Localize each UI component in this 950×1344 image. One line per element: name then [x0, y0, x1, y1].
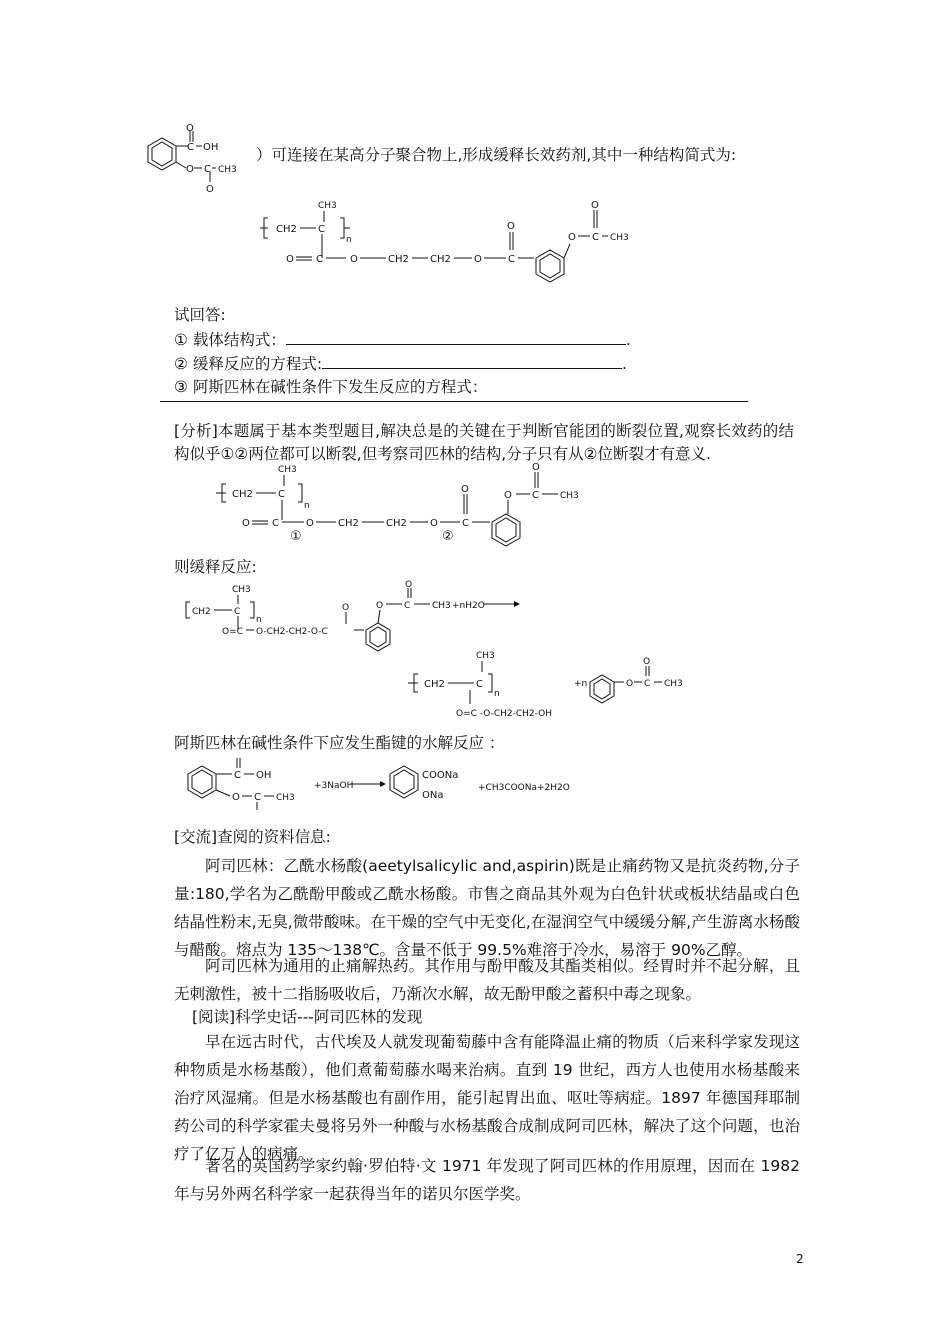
alkaline-label: 阿斯匹林在碱性条件下应发生酯键的水解反应 ：	[174, 734, 505, 752]
asp-oh: OH	[203, 142, 219, 153]
svg-text:O: O	[242, 518, 250, 529]
exchange-para-1: 阿司匹林：乙酰水杨酸(aeetylsalicylic and,aspirin)既是止痛药物又是抗炎药物,分子量:180,学名为乙酰酚甲酸或乙酰水杨酸。市售之商品其外观为白色针状或板状结晶或白色结晶性粉末,无臭,微带酸味。在干燥的空气中无变化,在湿润空气中缓缓分解,产生游离水杨酸与醋酸。熔点为 135～138℃。含量不低于 99.5%难溶于冷水，易溶于 90%乙醇。	[174, 857, 800, 959]
svg-text:CH2: CH2	[338, 518, 359, 529]
product-2-prefix: +n	[574, 679, 588, 689]
svg-text:CH3: CH3	[278, 465, 297, 475]
intro-text: ）可连接在某高分子聚合物上,形成缓释长效药剂,其中一种结构简式为:	[256, 146, 737, 164]
product-coona: COONa	[422, 770, 459, 781]
svg-text:CH3: CH3	[560, 491, 579, 501]
aspirin-structure-top	[140, 122, 250, 197]
svg-text:O: O	[504, 490, 512, 501]
poly1-o3: O	[474, 254, 482, 265]
poly1-ch3b: CH3	[610, 233, 629, 243]
poly1-o2: O	[350, 254, 358, 265]
svg-text:C: C	[644, 679, 651, 689]
page-number: 2	[796, 1252, 804, 1266]
svg-text:O: O	[626, 679, 634, 689]
release-products	[404, 646, 694, 726]
svg-text:CH3: CH3	[664, 679, 683, 689]
alkaline-reagent: +3NaOH	[314, 781, 354, 791]
question-1-label: ① 载体结构式：	[174, 331, 286, 349]
alkaline-reaction	[182, 756, 602, 816]
asp-o-ester: O	[186, 164, 194, 175]
question-1-blank[interactable]	[286, 328, 626, 345]
svg-text:CH3: CH3	[476, 651, 495, 661]
poly1-n: n	[346, 235, 352, 245]
svg-text:n: n	[256, 615, 262, 625]
poly1-ch2a: CH2	[388, 254, 409, 265]
svg-text:CH2: CH2	[424, 679, 445, 690]
poly1-c2: C	[316, 254, 323, 265]
svg-text:C: C	[234, 607, 241, 617]
svg-text:O: O	[376, 601, 384, 611]
poly1-o1: O	[286, 254, 294, 265]
svg-text:C: C	[272, 518, 279, 529]
svg-text:C: C	[234, 770, 241, 781]
poly1-c3: C	[508, 254, 515, 265]
svg-text:C: C	[462, 518, 469, 529]
exchange-para-2: 阿司匹林为通用的止痛解热药。其作用与酚甲酸及其酯类相似。经胃时并不起分解，且无刺激性，被十二指肠吸收后，乃渐次水解，故无酚甲酸之蓄积中毒之现象。	[174, 957, 800, 1003]
poly1-c4: C	[592, 232, 599, 243]
svg-text:CH3: CH3	[432, 601, 451, 611]
question-2	[174, 352, 627, 375]
separator-line	[160, 401, 748, 402]
poly1-o6: O	[591, 200, 599, 211]
poly1-ch2b: CH2	[430, 254, 451, 265]
polymer-structure-1	[258, 196, 638, 296]
reading-heading: [阅读]科学史话---阿司匹林的发现	[192, 1008, 423, 1026]
svg-text:O: O	[532, 462, 540, 473]
svg-text:C: C	[254, 792, 261, 803]
svg-text:CH2: CH2	[192, 607, 211, 617]
question-2-end: .	[622, 355, 627, 373]
asp-o-bottom: O	[206, 184, 214, 195]
release-water: +nH2O	[452, 601, 485, 611]
poly1-ch3: CH3	[318, 201, 337, 211]
svg-text:O=C: O=C	[222, 627, 243, 637]
product-1-chain: O=C -O-CH2-CH2-OH	[456, 709, 553, 719]
svg-text:O: O	[461, 484, 469, 495]
svg-text:O: O	[430, 518, 438, 529]
svg-text:n: n	[304, 501, 310, 511]
polymer-structure-2	[212, 460, 592, 560]
asp-o-top: O	[186, 123, 194, 134]
question-2-label: ② 缓释反应的方程式:	[174, 355, 323, 373]
analysis-text: [分析]本题属于基本类型题目,解决总是的关键在于判断官能团的断裂位置,观察长效药的结构似乎①②两位都可以断裂,但考察司匹林的结构,分子只有从②位断裂才有意义.	[174, 422, 794, 463]
question-3: ③ 阿斯匹林在碱性条件下发生反应的方程式：	[174, 378, 488, 396]
svg-text:C: C	[476, 679, 483, 690]
svg-text:O-CH2-CH2-O-C: O-CH2-CH2-O-C	[256, 627, 328, 637]
release-label: 则缓释反应:	[174, 558, 257, 576]
asp-ch3: CH3	[218, 165, 237, 175]
alkaline-byproducts: +CH3COONa+2H2O	[478, 783, 570, 793]
poly1-o5: O	[568, 232, 576, 243]
product-ona: ONa	[422, 790, 444, 801]
svg-text:C: C	[532, 490, 539, 501]
svg-text:O: O	[306, 518, 314, 529]
question-1-end: .	[625, 331, 631, 349]
svg-text:OH: OH	[256, 770, 272, 781]
svg-text:C: C	[278, 489, 285, 500]
cleavage-marker-2: ②	[442, 529, 454, 544]
asp-c1: C	[187, 142, 194, 153]
svg-text:CH3: CH3	[232, 585, 251, 595]
svg-text:C: C	[404, 601, 411, 611]
reading-para-2: 著名的英国药学家约翰·罗伯特·文 1971 年发现了阿司匹林的作用原理，因而在 1982 年与另外两名科学家一起获得当年的诺贝尔医学奖。	[174, 1157, 800, 1203]
svg-text:CH2: CH2	[232, 489, 253, 500]
reading-para-1: 早在远古时代，古代埃及人就发现葡萄藤中含有能降温止痛的物质（后来科学家发现这种物质是水杨基酸），他们煮葡萄藤水喝来治病。直到 19 世纪，西方人也使用水杨基酸来治疗风湿痛。但是水杨基酸也有副作用，能引起胃出血、呕吐等病症。1897 年德国拜耶制药公司的科学家霍夫曼将另外一种酸与水杨基酸合成制成阿司匹林，解决了这个问题，也治疗了亿万人的病痛。	[174, 1033, 800, 1163]
exchange-heading: [交流]查阅的资料信息:	[174, 828, 331, 846]
svg-text:O: O	[342, 603, 350, 613]
svg-text:CH3: CH3	[276, 793, 295, 803]
poly1-ch2: CH2	[276, 224, 297, 235]
svg-text:O: O	[643, 657, 651, 667]
svg-text:n: n	[494, 689, 500, 699]
question-1	[174, 328, 631, 351]
cleavage-marker-1: ①	[290, 529, 302, 544]
poly1-c: C	[318, 224, 325, 235]
svg-text:O: O	[232, 792, 240, 803]
question-2-blank[interactable]	[322, 352, 622, 369]
svg-text:CH2: CH2	[386, 518, 407, 529]
poly1-o4: O	[507, 221, 515, 232]
questions-prompt: 试回答:	[174, 306, 226, 324]
asp-c2: C	[204, 164, 211, 175]
svg-text:O: O	[405, 580, 413, 590]
